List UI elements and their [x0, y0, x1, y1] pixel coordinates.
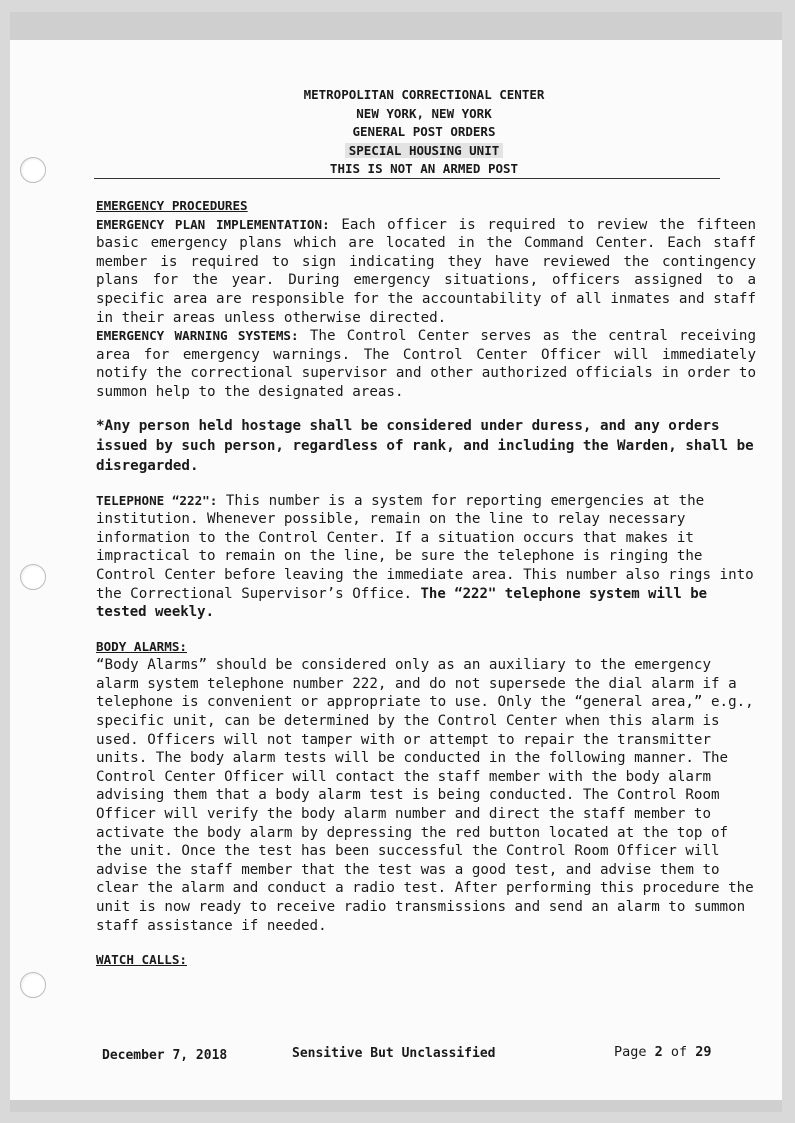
punch-hole-top: [20, 157, 46, 183]
punch-hole-middle: [20, 564, 46, 590]
emergency-warning-text: The Control Center serves as the central receiving area for emergency warnings. The Control Center Officer will immediately notify the correctional supervisor and other authorized officials in order to summon help to the designated areas.: [96, 328, 757, 400]
watch-calls-section: [96, 951, 756, 970]
document-header: [268, 86, 580, 179]
telephone-paragraph: [96, 492, 756, 622]
telephone-text: This number is a system for reporting emergencies at the institution. Whenever possible, remain on the line to relay necessary information to the Control Center. If a situation occurs that makes it impractical to remain on the line, be sure the telephone is ringing the Control Center before leaving the immediate area. This number also rings into the Correctional Supervisor’s Office.: [96, 492, 754, 602]
emergency-plan-text: Each officer is required to review the fifteen basic emergency plans which are located in the Command Center. Each staff member is required to sign indicating they have reviewed the contingency plans for the year. During emergency situations, officers assigned to a specific area are responsible for the accountability of all inmates and staff in their areas unless otherwise directed.: [96, 216, 756, 326]
header-location: NEW YORK, NEW YORK: [356, 105, 492, 121]
header-divider: [94, 178, 720, 179]
hostage-notice: *Any person held hostage shall be considered under duress, and any orders issued by such person, regardless of rank, and including the Warden, shall be disregarded.: [96, 417, 754, 474]
scan-border-bottom: [10, 1100, 782, 1112]
header-unit: [268, 142, 580, 161]
header-unit-label: SPECIAL HOUSING UNIT: [345, 143, 504, 158]
emergency-warning-label: EMERGENCY WARNING SYSTEMS:: [96, 328, 299, 344]
body-alarms-text: “Body Alarms” should be considered only as an auxiliary to the emergency alarm system telephone number 222, and do not supersede the dial alarm if a telephone is convenient or appropriate to use. Only the “general area,” e.g., specific unit, can be determined by the Control Center when this alarm is used. Officers will not tamper with or attempt to repair the transmitter units. The body alarm tests will be conducted in the following manner. The Control Center Officer will contact the staff member with the body alarm advising them that a body alarm test is being conducted. The Control Room Officer will verify the body alarm number and direct the staff member to activate the body alarm by depressing the red button located at the top of the unit. Once the test has been successful the Control Room Officer will advise the staff member that the test was a good test, and advise them to clear the alarm and conduct a radio test. After performing this procedure the unit is now ready to receive radio transmissions and send an alarm to summon staff assistance if needed.: [96, 657, 754, 934]
page-number: 2: [654, 1044, 663, 1060]
footer-classification: Sensitive But Unclassified: [292, 1046, 496, 1061]
body-alarms-heading: BODY ALARMS:: [96, 638, 187, 654]
document-body: [96, 197, 756, 970]
punch-hole-bottom: [20, 972, 46, 998]
scan-border-top: [10, 12, 782, 40]
header-post-status: THIS IS NOT AN ARMED POST: [329, 161, 519, 176]
emergency-plan-label: EMERGENCY PLAN IMPLEMENTATION:: [96, 216, 330, 232]
footer-date: December 7, 2018: [102, 1048, 228, 1063]
emergency-warning-paragraph: [96, 327, 756, 401]
telephone-label: TELEPHONE “222":: [96, 492, 218, 508]
emergency-procedures-heading: EMERGENCY PROCEDURES: [96, 198, 248, 213]
body-alarms-section: [96, 638, 756, 657]
page-total: 29: [695, 1044, 712, 1060]
emergency-plan-paragraph: [96, 216, 756, 328]
telephone-test-note: The “222" telephone system will be tested weekly.: [96, 585, 708, 621]
page-of: of: [662, 1044, 696, 1060]
header-document-type: GENERAL POST ORDERS: [352, 124, 496, 139]
footer-page-indicator: [614, 1044, 712, 1060]
header-institution: METROPOLITAN CORRECTIONAL CENTER: [303, 87, 545, 102]
watch-calls-heading: WATCH CALLS:: [96, 952, 187, 968]
emergency-section: [96, 197, 756, 216]
page-prefix: Page: [614, 1044, 655, 1060]
